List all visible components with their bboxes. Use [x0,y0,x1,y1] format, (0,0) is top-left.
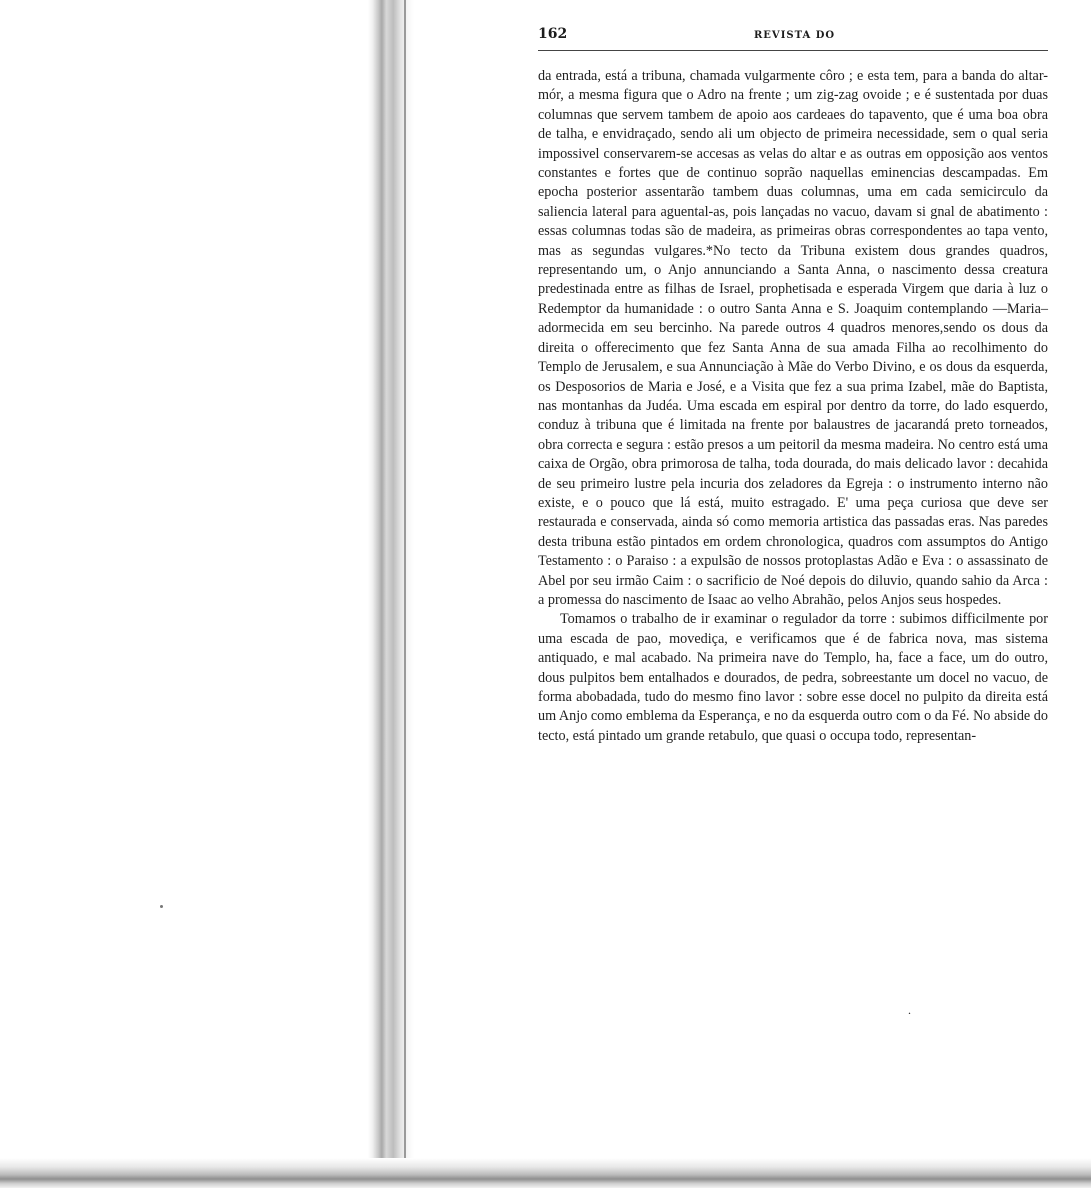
scan-speck [160,905,163,908]
page-bottom-edge [0,1158,1091,1188]
page-number: 162 [538,26,568,42]
paragraph-1: da entrada, está a tribuna, chamada vulgarmente côro ; e esta tem, para a banda do altar-mór, a mesma figura que o Adro na frente ; um zig-zag ovoide ; e é sustentada por duas columnas que servem tambem de apoio aos cardeaes do tapavento, que é uma boa obra de talha, e envidraçado, sendo ali um objecto de primeira necessidade, sem o qual seria impossivel conservarem-se accesas as velas do altar e as outras em opposição aos ventos constantes e fortes que de continuo soprão naquellas eminencias descampadas. Em epocha posterior assentarão tambem duas columnas, uma em cada semicirculo da saliencia lateral para aguental-as, pois lançadas no vacuo, davam si gnal de abatimento : essas columnas todas são de madeira, as primeiras obras correspondentes ao tapa vento, mas as segundas vulgares.*No tecto da Tribuna existem dous grandes quadros, representando um, o Anjo annunciando a Santa Anna, o nascimento dessa creatura predestinada entre as filhas de Israel, prophetisada e esperada Virgem que daria à luz o Redemptor da humanidade : o outro Santa Anna e S. Joaquim contemplando —Maria–adormecida em seu bercinho. Na parede outros 4 quadros menores,sendo os dous da direita o offerecimento que fez Santa Anna de sua amada Filha ao recolhimento do Templo de Jerusalem, e sua Annunciação à Mãe do Verbo Divino, e os dous da esquerda, os Desposorios de Maria e José, e a Visita que fez a sua prima Izabel, mãe do Baptista, nas montanhas da Judéa. Uma escada em espiral por dentro da torre, do lado esquerdo, conduz à tribuna que é limitada na frente por balaustres de jacarandá preto torneados, obra correcta e segura : estão presos a um peitoril da mesma madeira. No centro está uma caixa de Orgão, obra primorosa de talha, toda dourada, do mais delicado lavor : decahida de seu primeiro lustre pela incuria dos zeladores da Egreja : o instrumento interno não existe, e o pouco que lá está, muito estragado. E' uma peça curiosa que deve ser restaurada e conservada, ainda só como memoria artistica das passadas eras. Nas paredes desta tribuna estão pintados em ordem chronologica, quadros com assumptos do Antigo Testamento : o Paraiso : a expulsão de nossos protoplastas Adão e Eva : o assassinato de Abel por seu irmão Caim : o sacrificio de Noé depois do diluvio, quando sahio da Arca : a promessa do nascimento de Isaac ao velho Abrahão, pelos Anjos seus hospedes. [538,68,1048,608]
body-text [538,67,1048,746]
running-head: REVISTA DO [754,30,836,41]
ink-mark: . [908,1003,911,1017]
binding-line [404,0,406,1188]
page-header [538,26,1048,48]
book-page [538,26,1048,746]
book-gutter-shadow [368,0,414,1188]
paragraph-2: Tomamos o trabalho de ir examinar o regulador da torre : subimos difficilmente por uma escada de pao, movediça, e verificamos que é de fabrica nova, mas sistema antiquado, e mal acabado. Na primeira nave do Templo, ha, face a face, um do outro, dous pulpitos bem entalhados e dourados, de pedra, sobreestante um docel no vacuo, de forma abobadada, tudo do mesmo fino lavor : sobre esse docel no pulpito da direita está um Anjo como emblema da Esperança, e no da esquerda outro com o da Fé. No abside do tecto, está pintado um grande retabulo, que quasi o occupa todo, representan- [538,611,1048,744]
header-rule [538,50,1048,51]
